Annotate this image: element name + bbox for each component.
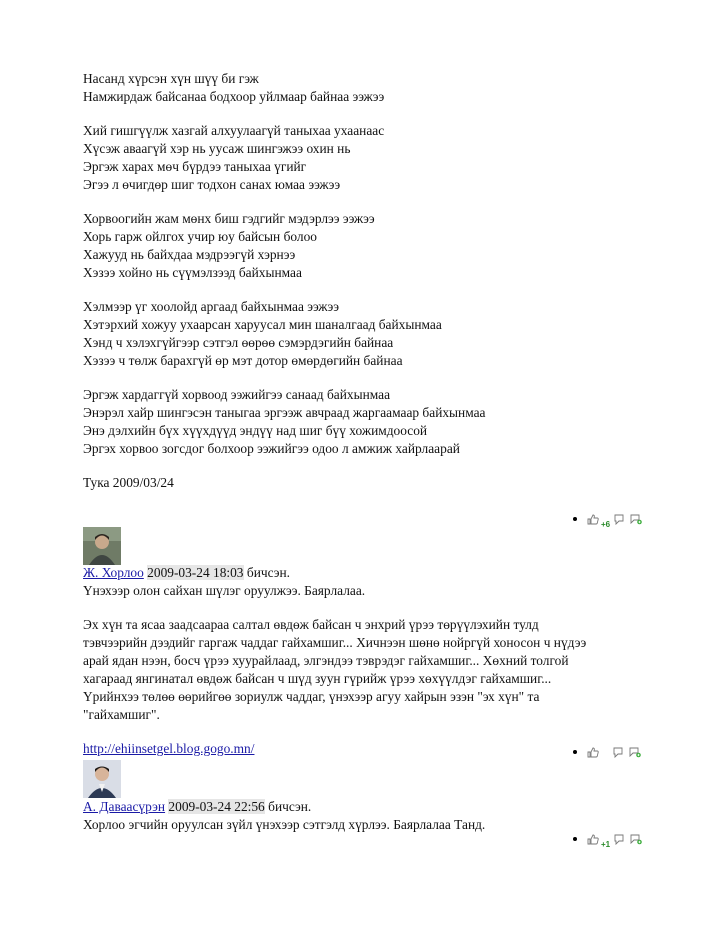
poem-line: Хорвоогийн жам мөнх биш гэдгийг мэдэрлээ ээжээ <box>83 211 375 226</box>
poem-line: Эгээ л өчигдөр шиг тодхон санах юмаа ээжээ <box>83 177 341 192</box>
poem <box>83 70 683 492</box>
thumbs-down-icon[interactable] <box>614 514 626 525</box>
poem-line: Хэнд ч хэлэхгүйгээр сэтгэл өөрөө сэмэрдэгийн байнаа <box>83 335 394 350</box>
bullet <box>573 517 577 521</box>
vote-bar <box>573 830 642 848</box>
poem-line: Хэтэрхий хожуу ухаарсан харуусал мин шаналгаад байхынмаа <box>83 317 442 332</box>
comment-text-line: Хорлоо эгчийн оруулсан зүйл үнэхээр сэтгэлд хүрлээ. Баярлалаа Танд. <box>83 817 486 832</box>
poem-line: Энэрэл хайр шингэсэн таныгаа эргээж авчраад жаргаамаар байхынмаа <box>83 405 486 420</box>
comment-text-line: хагараад янгинатал өвдөж байсан ч шүд зуун гүрийж үрээ хөхүүлдэг гайхамшиг... <box>83 671 552 686</box>
thumbs-down-icon[interactable] <box>613 747 625 758</box>
comment-text-line: Эх хүн та ясаа заадсаараа салтал өвдөж байсан ч энхрий үрээ төрүүлэхийн тулд <box>83 617 539 632</box>
reply-icon[interactable] <box>630 514 642 525</box>
comment-wrote-label: бичсэн. <box>246 565 290 580</box>
comment-text-line: "гайхамшиг". <box>83 707 160 722</box>
thumbs-up-icon[interactable] <box>587 514 599 525</box>
poem-line: Эргэх хорвоо зогсдог болхоор ээжийгээ одоо л амжиж хайрлаарай <box>83 441 460 456</box>
comment-text-line: Үрийнхээ төлөө өөрийгөө зориулж чаддаг, үнэхээр агуу хайрын эзэн "эх хүн" та <box>83 689 540 704</box>
thumbs-down-icon[interactable] <box>614 834 626 845</box>
vote-bar <box>573 510 642 528</box>
poem-signature: Тука 2009/03/24 <box>83 475 174 490</box>
poem-line: Хэлмээр үг хоолойд аргаад байхынмаа ээжээ <box>83 299 339 314</box>
comment-timestamp: 2009-03-24 22:56 <box>168 799 265 814</box>
poem-line: Хорь гарж ойлгох учир юу байсын болоо <box>83 229 317 244</box>
vote-count: +6 <box>601 519 611 529</box>
comment-url-link[interactable]: http://ehiinsetgel.blog.gogo.mn/ <box>83 741 255 756</box>
comment-author-link[interactable]: А. Даваасүрэн <box>83 799 166 814</box>
avatar[interactable] <box>83 760 121 798</box>
comment <box>83 564 703 758</box>
comment-author-link[interactable]: Ж. Хорлоо <box>83 565 144 580</box>
poem-line: Хэзээ хойно нь сүүмэлзээд байхынмаа <box>83 265 302 280</box>
poem-line: Энэ дэлхийн бүх хүүхдүүд эндүү над шиг бүү хожимдоосой <box>83 423 428 438</box>
avatar[interactable] <box>83 527 121 565</box>
reply-icon[interactable] <box>629 747 641 758</box>
comment-timestamp: 2009-03-24 18:03 <box>147 565 244 580</box>
comment-header <box>83 564 703 582</box>
comment <box>83 798 703 834</box>
poem-line: Хүсэж аваагүй хэр нь уусаж шингэжээ охин нь <box>83 141 351 156</box>
vote-count: +1 <box>601 839 611 849</box>
poem-line: Насанд хүрсэн хүн шүү би гэж <box>83 71 259 86</box>
vote-bar <box>573 743 641 761</box>
comment-header <box>83 798 703 816</box>
poem-line: Хэзээ ч төлж барахгүй өр мэт дотор өмөрдөгийн байнаа <box>83 353 403 368</box>
poem-line: Хий гишгүүлж хазгай алхуулаагүй таныхаа ухаанаас <box>83 123 385 138</box>
poem-line: Хажууд нь байхдаа мэдрээгүй хэрнээ <box>83 247 296 262</box>
comment-text-line: тэвчээрийн дээдийг гаргаж чаддаг гайхамшиг... Хичнээн шөнө нойргүй хоносон ч нүдээ <box>83 635 587 650</box>
poem-line: Намжирдаж байсанаа бодхоор уйлмаар байнаа ээжээ <box>83 89 385 104</box>
comment-text-line: арай ядан нээн, босч үрээ хуурайлаад, элгэндээ тэврэдэг гайхамшиг... Хөхний толгой <box>83 653 569 668</box>
reply-icon[interactable] <box>630 834 642 845</box>
bullet <box>573 750 577 754</box>
thumbs-up-icon[interactable] <box>587 747 599 758</box>
comment-wrote-label: бичсэн. <box>268 799 312 814</box>
comment-text-line: Үнэхээр олон сайхан шүлэг оруулжээ. Баярлалаа. <box>83 583 366 598</box>
bullet <box>573 837 577 841</box>
poem-line: Эргэж хардаггүй хорвоод ээжийгээ санаад байхынмаа <box>83 387 391 402</box>
poem-line: Эргэж харах мөч бүрдээ таныхаа үгийг <box>83 159 307 174</box>
thumbs-up-icon[interactable] <box>587 834 599 845</box>
